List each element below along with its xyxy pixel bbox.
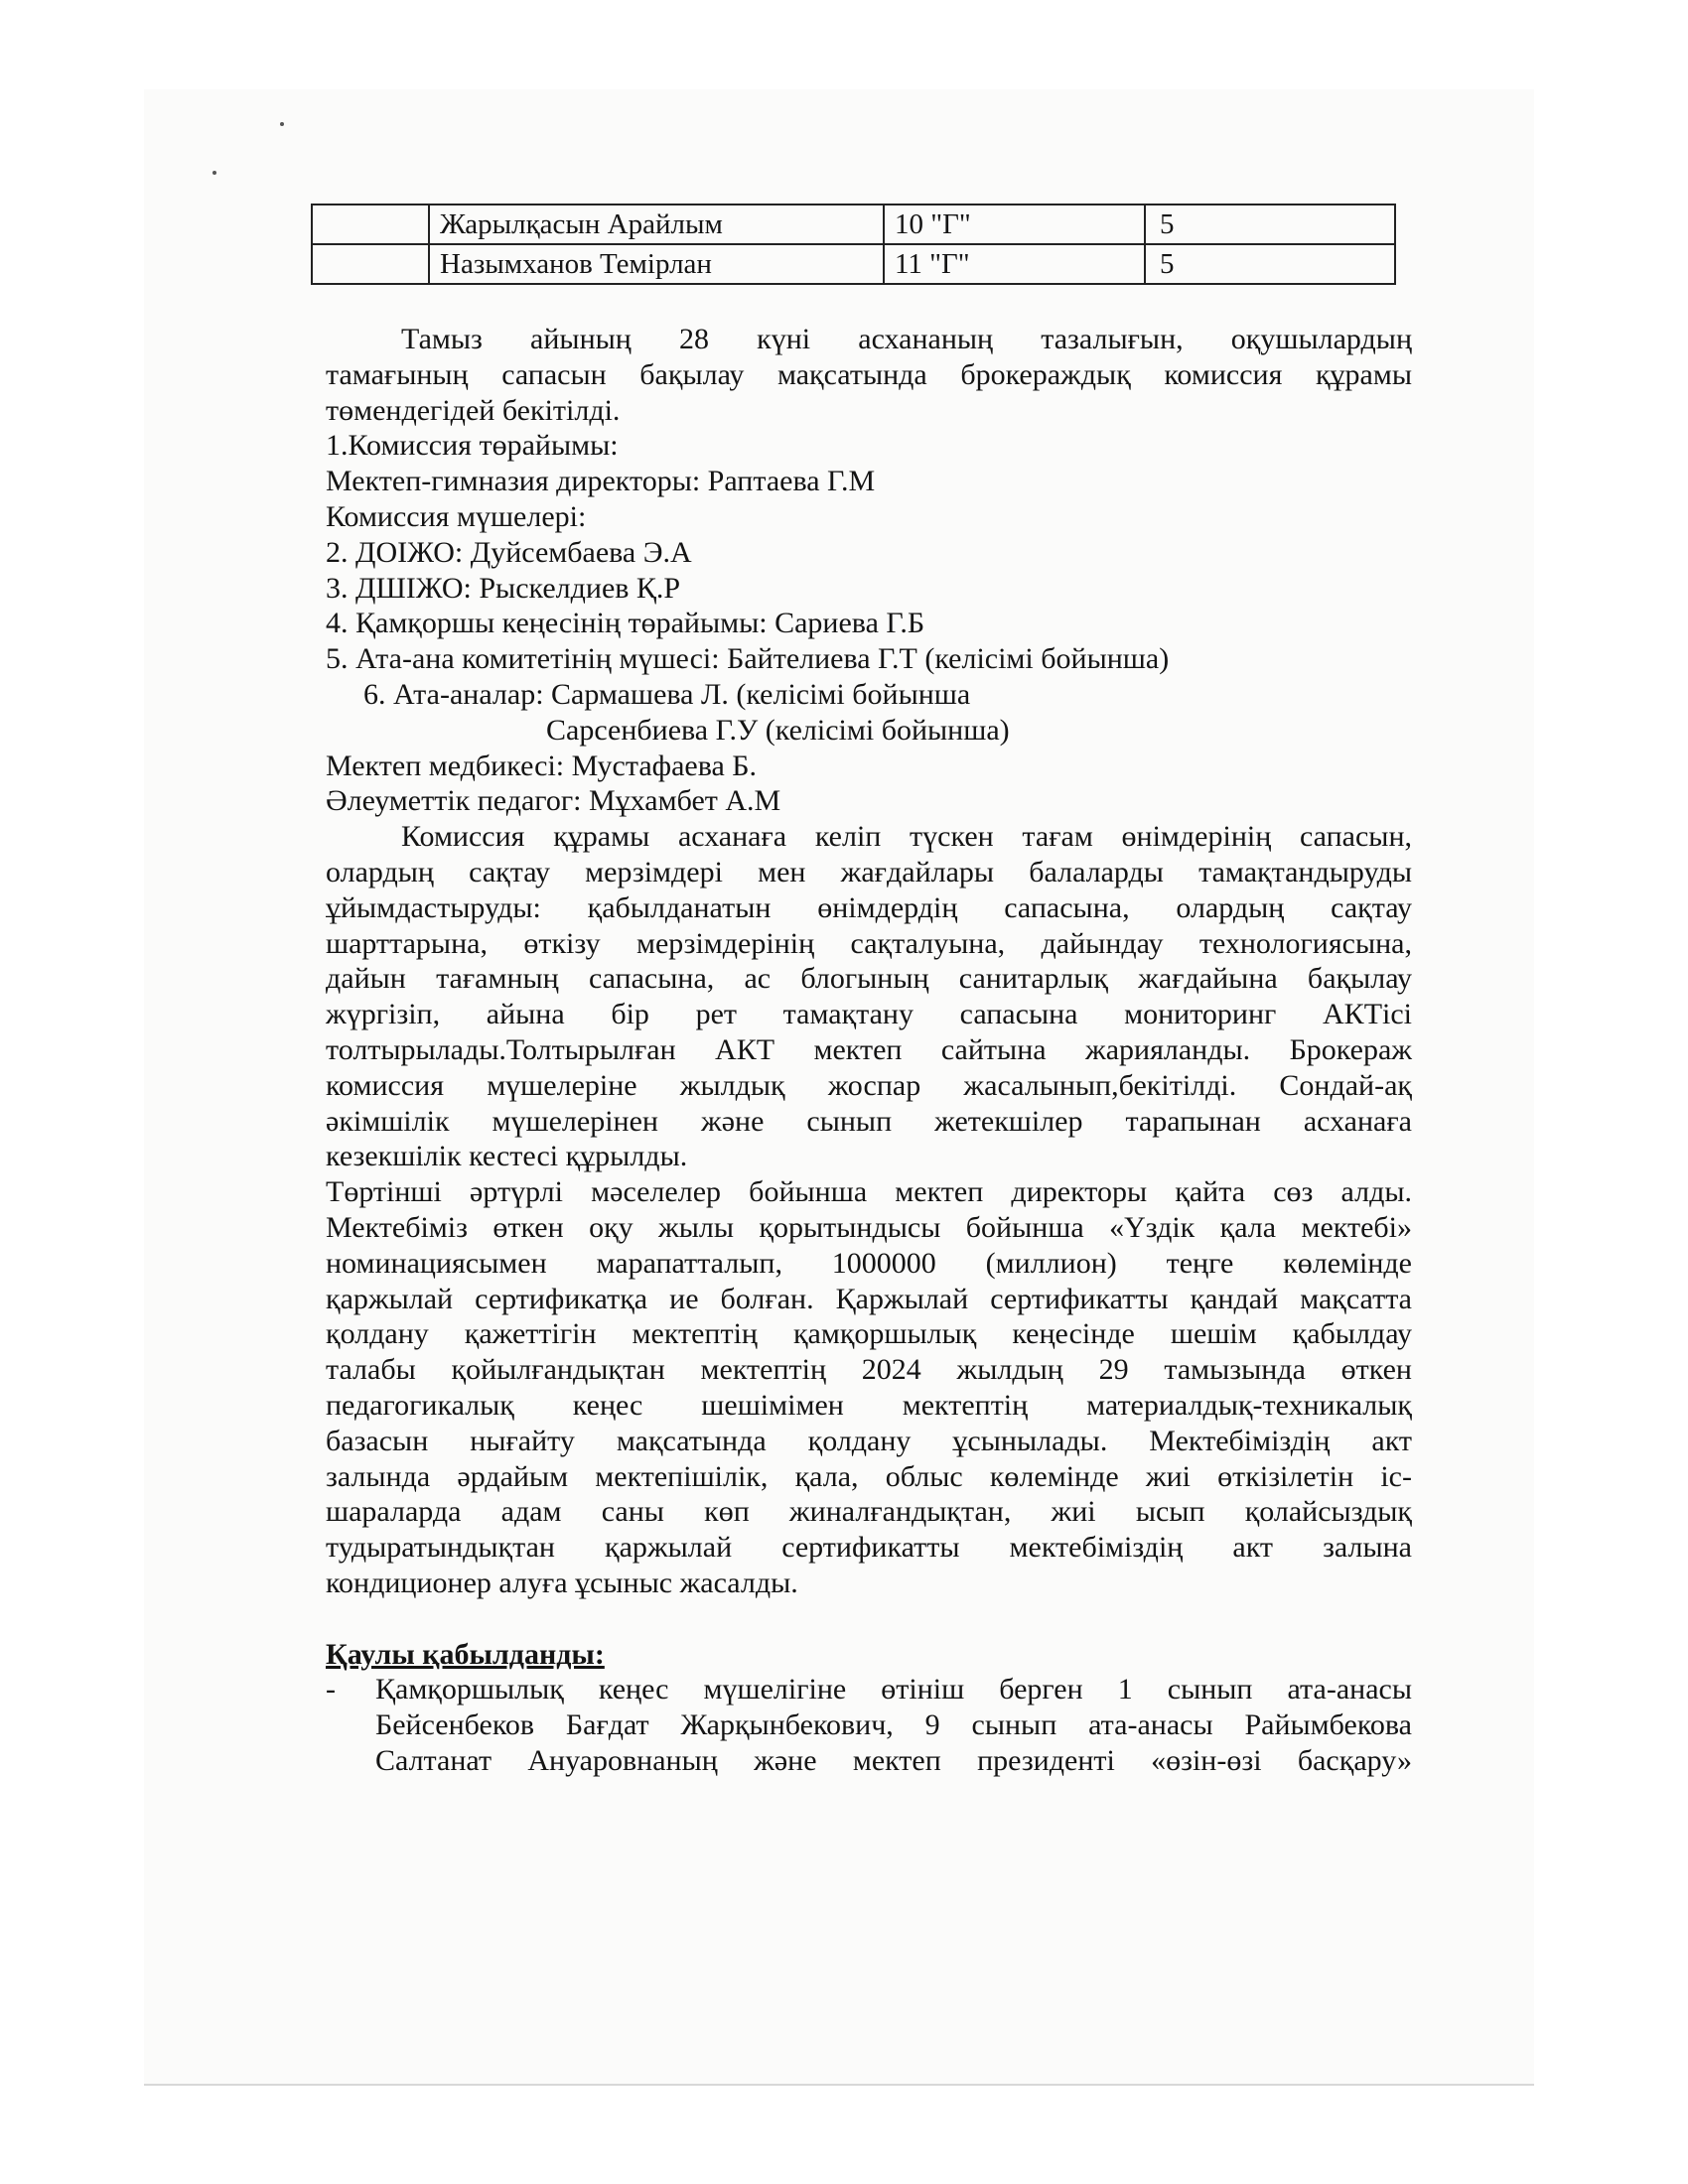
text-line: залында әрдайым мектепішілік, қала, облыс көлемінде жиі өткізілетін іс- xyxy=(326,1459,1412,1493)
text-line: ұйымдастыруды: қабылданатын өнімдердің сапасына, олардың сақтау xyxy=(326,890,1412,924)
text-line: Мектебіміз өткен оқу жылы қорытындысы бойынша «Үздік қала мектебі» xyxy=(326,1210,1412,1244)
decision-bullet: - xyxy=(326,1673,336,1706)
text-line: толтырылады.Толтырылған АКТ мектеп сайтына жарияланды. Брокераж xyxy=(326,1032,1412,1066)
commission-member: Мектеп медбикесі: Мустафаева Б. xyxy=(326,749,758,782)
decision-item xyxy=(326,1672,1412,1778)
page-bottom-edge xyxy=(144,2084,1534,2086)
text-line: тамағының сапасын бақылау мақсатында брокераждық комиссия құрамы xyxy=(326,357,1412,391)
commission-member: 6. Ата-аналар: Сармашева Л. (келісімі бойынша xyxy=(363,677,971,711)
text-line: Комиссия құрамы асханаға келіп түскен тағам өнімдерінің сапасын, xyxy=(401,820,1412,854)
text-line: номинациясымен марапатталып, 1000000 (миллион) теңге көлемінде xyxy=(326,1246,1412,1280)
commission-chair: Мектеп-гимназия директоры: Раптаева Г.М xyxy=(326,465,876,498)
text-line: қаржылай сертификатқа ие болған. Қаржылай сертификатты қандай мақсатта xyxy=(326,1282,1412,1315)
table-cell-number xyxy=(312,205,429,244)
table-cell-class: 11 "Г" xyxy=(884,244,1145,284)
text-line: Салтанат Ануаровнаның және мектеп президенті «өзін-өзі басқару» xyxy=(375,1744,1412,1778)
paragraph-commission-duties xyxy=(326,819,1412,1174)
text-line: кезекшілік кестесі құрылды. xyxy=(326,1140,688,1173)
text-line: комиссия мүшелеріне жылдық жоспар жасалынып,бекітілді. Сондай-ақ xyxy=(326,1068,1412,1102)
decision-heading: Қаулы қабылданды: xyxy=(326,1637,605,1671)
table-cell-class: 10 "Г" xyxy=(884,205,1145,244)
commission-member: 4. Қамқоршы кеңесінің төрайымы: Сариева Г.Б xyxy=(326,607,925,640)
commission-chair-heading: 1.Комиссия төрайымы: xyxy=(326,429,619,463)
table-cell-number xyxy=(312,244,429,284)
text-line: Төртінші әртүрлі мәселелер бойынша мектеп директоры қайта сөз алды. xyxy=(326,1175,1412,1209)
text-line: тудыратындықтан қаржылай сертификатты мектебіміздің акт залына xyxy=(326,1531,1412,1565)
commission-member: Әлеуметтік педагог: Мұхамбет А.М xyxy=(326,784,781,818)
table-cell-score: 5 xyxy=(1145,244,1395,284)
table-cell-score: 5 xyxy=(1145,205,1395,244)
commission-list xyxy=(326,428,1412,819)
text-line: кондиционер алуға ұсыныс жасалды. xyxy=(326,1566,798,1599)
text-line: жүргізіп, айына бір рет тамақтану сапасына мониторинг АКТісі xyxy=(326,998,1412,1031)
text-line: базасын нығайту мақсатында қолдану ұсынылады. Мектебіміздің акт xyxy=(326,1424,1412,1457)
text-line: олардың сақтау мерзімдері мен жағдайлары балаларды тамақтандыруды xyxy=(326,855,1412,888)
table-cell-name: Назымханов Темірлан xyxy=(429,244,884,284)
text-line: педагогикалық кеңес шешімімен мектептің материалдық-техникалық xyxy=(326,1388,1412,1422)
paragraph-director-speech xyxy=(326,1174,1412,1601)
paragraph-commission-intro xyxy=(326,322,1412,428)
text-line: қолдану қажеттігін мектептің қамқоршылық кеңесінде шешім қабылдау xyxy=(326,1317,1412,1351)
scan-speck xyxy=(280,122,284,126)
text-line: шарттарына, өткізу мерзімдерінің сақталуына, дайындау технологиясына, xyxy=(326,926,1412,960)
commission-members-heading: Комиссия мүшелері: xyxy=(326,499,587,533)
table-row xyxy=(312,244,1395,284)
commission-member: 5. Ата-ана комитетінің мүшесі: Байтелиева Г.Т (келісімі бойынша) xyxy=(326,642,1170,676)
text-line: Тамыз айының 28 күні асхананың тазалығын, оқушылардың xyxy=(401,323,1412,355)
text-line: Қамқоршылық кеңес мүшелігіне өтініш берген 1 сынып ата-анасы xyxy=(375,1673,1412,1706)
commission-member: 2. ДОІЖО: Дуйсембаева Э.А xyxy=(326,535,692,569)
commission-member: Сарсенбиева Г.У (келісімі бойынша) xyxy=(546,713,1010,747)
document-body xyxy=(326,322,1412,1779)
text-line: төмендегідей бекітілді. xyxy=(326,393,621,427)
text-line: дайын тағамның сапасына, ас блогының санитарлық жағдайына бақылау xyxy=(326,962,1412,996)
text-line: шараларда адам саны көп жиналғандықтан, жиі ысып қолайсыздық xyxy=(326,1495,1412,1529)
text-line: әкімшілік мүшелерінен және сынып жетекшілер тарапынан асханаға xyxy=(326,1104,1412,1138)
commission-member: 3. ДШІЖО: Рыскелдиев Қ.Р xyxy=(326,571,681,605)
scan-speck xyxy=(212,171,216,175)
text-line: талабы қойылғандықтан мектептің 2024 жылдың 29 тамызында өткен xyxy=(326,1353,1412,1387)
students-table xyxy=(311,204,1396,285)
table-cell-name: Жарылқасын Арайлым xyxy=(429,205,884,244)
text-line: Бейсенбеков Бағдат Жарқынбекович, 9 сынып ата-анасы Райымбекова xyxy=(375,1708,1412,1742)
table-row xyxy=(312,205,1395,244)
